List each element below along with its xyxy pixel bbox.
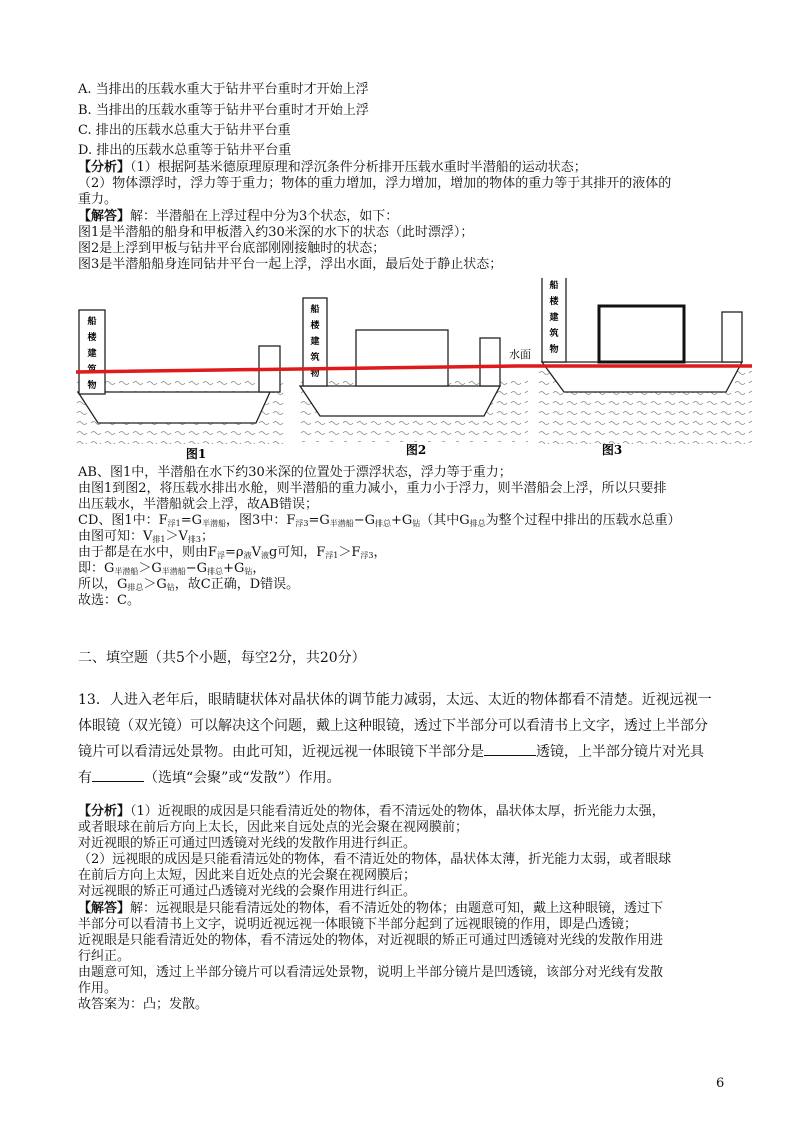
- ship2-cabin-char: 物: [310, 369, 320, 379]
- q12-analysis-line2: （2）物体漂浮时，浮力等于重力；物体的重力增加，浮力增加，增加的物体的重力等于其排开的液体的: [78, 176, 672, 191]
- q12-after-line8: 所以，$G_{排总}>G_钻$，故C正确，D错误。: [78, 577, 300, 592]
- ship2-cabin-char: 船: [310, 305, 320, 315]
- q12-answer-line2: 图1是半潜船的船身和甲板潜入约30米深的水下的状态（此时漂浮）；: [78, 225, 474, 240]
- subscript: 排总: [375, 519, 391, 528]
- q12-after-line4: CD、图1中：$F_{浮1}=G_{半潜船}$，图3中：$F_{浮3}=G_{半潜船}-G_{排总}+G_钻$（其中$G_{排总}$为整个过程中排出的压载水总重）: [78, 513, 681, 528]
- water-surface-label: 水面: [509, 348, 531, 361]
- subscript: 浮1: [325, 551, 339, 560]
- ship2-cabin-char: 筑: [310, 353, 320, 363]
- analysis-text: （1）根据阿基米德原理原理和浮沉条件分析排开压载水重时半潜船的运动状态；: [130, 160, 587, 175]
- q12-final-answer: 故选：C。: [78, 593, 140, 608]
- ship3-cabin-char: 筑: [549, 329, 559, 339]
- subscript: 液: [260, 551, 269, 560]
- q12-after-line1: AB、图1中，半潜船在水下约30米深的位置处于漂浮状态，浮力等于重力；: [78, 465, 512, 480]
- q12-analysis-line1: [78, 160, 587, 176]
- subscript: 半潜船: [114, 567, 139, 576]
- subscript: 半潜船: [329, 519, 354, 528]
- q13-analysis-line1: 【分析】（1）近视眼的成因是只能看清近处的物体，看不清远处的物体，晶状体太厚，折光能力太强，: [78, 804, 665, 819]
- q12-after-line2: 由图1到图2，将压载水排出水舱，则半潜船的重力减小，重力小于浮力，则半潜船会上浮，所以只要排: [78, 481, 667, 496]
- fig2-label: 图2: [405, 443, 427, 457]
- q13-answer-line6: 作用。: [78, 981, 118, 996]
- q13-analysis-line5: 在前后方向上太短，因此来自近处点的光会聚在视网膜后；: [78, 868, 417, 883]
- ship1-cabin-char: 建: [87, 349, 97, 359]
- subscript: 液: [243, 551, 252, 560]
- q13-analysis-line2: 或者眼球在前后方向上太长，因此来自远处点的光会聚在视网膜前；: [78, 820, 469, 835]
- q12-after-line5: 由图可知：$V_{排1}>V_{排3}$；: [78, 529, 214, 544]
- answer-tag: 【解答】: [78, 901, 131, 916]
- ship2-cabin-char: 建: [310, 337, 320, 347]
- subscript: 半潜船: [202, 519, 227, 528]
- subscript: 排3: [187, 535, 201, 544]
- subscript: 钻: [166, 583, 175, 592]
- q13-stem-line4: 有 （选填“会聚”或“发散”）作用。: [78, 770, 341, 786]
- q12-answer-line3: 图2是上浮到甲板与钻井平台底部刚刚接触时的状态；: [78, 241, 386, 256]
- ship1-cabin-char: 物: [87, 381, 97, 391]
- q13-final-answer: 故答案为：凸；发散。: [78, 997, 209, 1012]
- q13-answer-line2: 半部分可以看清书上文字，说明近视远视一体眼镜下半部分起到了远视眼镜的作用，即是凸透镜；: [78, 917, 638, 932]
- subscript: 半潜船: [161, 567, 186, 576]
- option-d: D. 排出的压载水总重等于钻井平台重: [78, 143, 292, 158]
- semi-submersible-ship-figure: [76, 278, 752, 460]
- ship-figure-1: [76, 310, 286, 460]
- subscript: 排总: [469, 519, 486, 528]
- fig1-label: 图1: [185, 447, 207, 460]
- q12-answer-line4: 图3是半潜船船身连同钻井平台一起上浮，浮出水面，最后处于静止状态；: [78, 257, 503, 272]
- q13-stem-line3: 镜片可以看清远处景物。由此可知，近视远视一体眼镜下半部分是 透镜，上半部分镜片对光具: [78, 744, 704, 760]
- ship-figure-2: [298, 298, 531, 457]
- subscript: 钻: [412, 519, 421, 528]
- q13-analysis-line4: （2）远视眼的成因是只能看清远处的物体，看不清近处的物体，晶状体太薄，折光能力太弱，或者眼球: [78, 852, 672, 867]
- option-a: A. 当排出的压载水重大于钻井平台重时才开始上浮: [78, 82, 369, 97]
- subscript: 排总: [207, 567, 224, 576]
- ship3-cabin-char: 船: [549, 281, 559, 291]
- subscript: 钻: [244, 567, 253, 576]
- q13-stem-line1: 13．人进入老年后，眼睛睫状体对晶状体的调节能力减弱，太远、太近的物体都看不清楚。近视远视一: [78, 692, 712, 708]
- analysis-tag: 【分析】: [78, 804, 131, 819]
- subscript: 排总: [127, 583, 144, 592]
- ship3-cabin-char: 物: [549, 345, 559, 355]
- q13-answer-line3: 近视眼是只能看清近处的物体，看不清远处的物体，对近视眼的矫正可通过凹透镜对光线的发散作用进: [78, 933, 664, 948]
- subscript: 浮3: [295, 519, 309, 528]
- ship3-cabin-char: 楼: [549, 297, 559, 307]
- q12-after-line7: 即：$G_{半潜船}>G_{半潜船}-G_{排总}+G_钻$，: [78, 561, 266, 576]
- ship1-cabin-char: 船: [87, 317, 97, 327]
- ship3-cabin-char: 建: [549, 313, 559, 323]
- q13-stem-line2: 体眼镜（双光镜）可以解决这个问题，戴上这种眼镜，透过下半部分可以看清书上文字，透过上半部分: [78, 718, 708, 734]
- page-number: 6: [716, 1076, 725, 1091]
- subscript: 浮1: [167, 519, 181, 528]
- answer-blank-1: [484, 743, 536, 756]
- ship1-cabin-char: 楼: [87, 333, 97, 343]
- q13-answer-line4: 行纠正。: [78, 949, 131, 964]
- q12-analysis-line3: 重力。: [78, 192, 118, 207]
- subscript: 排1: [152, 535, 166, 544]
- ship2-cabin-char: 楼: [310, 321, 320, 331]
- q12-answer-line1: [78, 209, 398, 225]
- analysis-tag: 【分析】: [78, 160, 131, 175]
- answer-blank-2: [92, 769, 144, 782]
- answer-text: 解：半潜船在上浮过程中分为3个状态，如下：: [130, 209, 399, 224]
- subscript: 浮3: [360, 551, 374, 560]
- q12-after-line6: 由于都是在水中，则由$F_浮=\rho_液V_液g$可知，$F_{浮1}>F_{浮3}$，: [78, 545, 387, 560]
- q13-analysis-line6: 对远视眼的矫正可通过凸透镜对光线的会聚作用进行纠正。: [78, 884, 417, 899]
- q13-answer-line5: 由题意可知，透过上半部分镜片可以看清远处景物，说明上半部分镜片是凹透镜，该部分对光线有发散: [78, 965, 664, 980]
- section-heading: 二、填空题（共5个小题，每空2分，共20分）: [78, 650, 366, 666]
- q12-after-line3: 出压载水，半潜船就会上浮，故AB错误；: [78, 497, 318, 512]
- answer-tag: 【解答】: [78, 209, 131, 224]
- fig3-label: 图3: [601, 443, 623, 457]
- option-b: B. 当排出的压载水重等于钻井平台重时才开始上浮: [78, 103, 369, 118]
- q13-answer-line1: 【解答】解：远视眼是只能看清远处的物体，看不清近处的物体；由题意可知，戴上这种眼镜，透过下: [78, 901, 664, 916]
- option-c: C. 排出的压载水总重大于钻井平台重: [78, 123, 291, 138]
- subscript: 浮: [217, 551, 226, 560]
- q13-analysis-line3: 对近视眼的矫正可通过凹透镜对光线的发散作用进行纠正。: [78, 836, 417, 851]
- ship1-cabin-char: 筑: [87, 365, 97, 375]
